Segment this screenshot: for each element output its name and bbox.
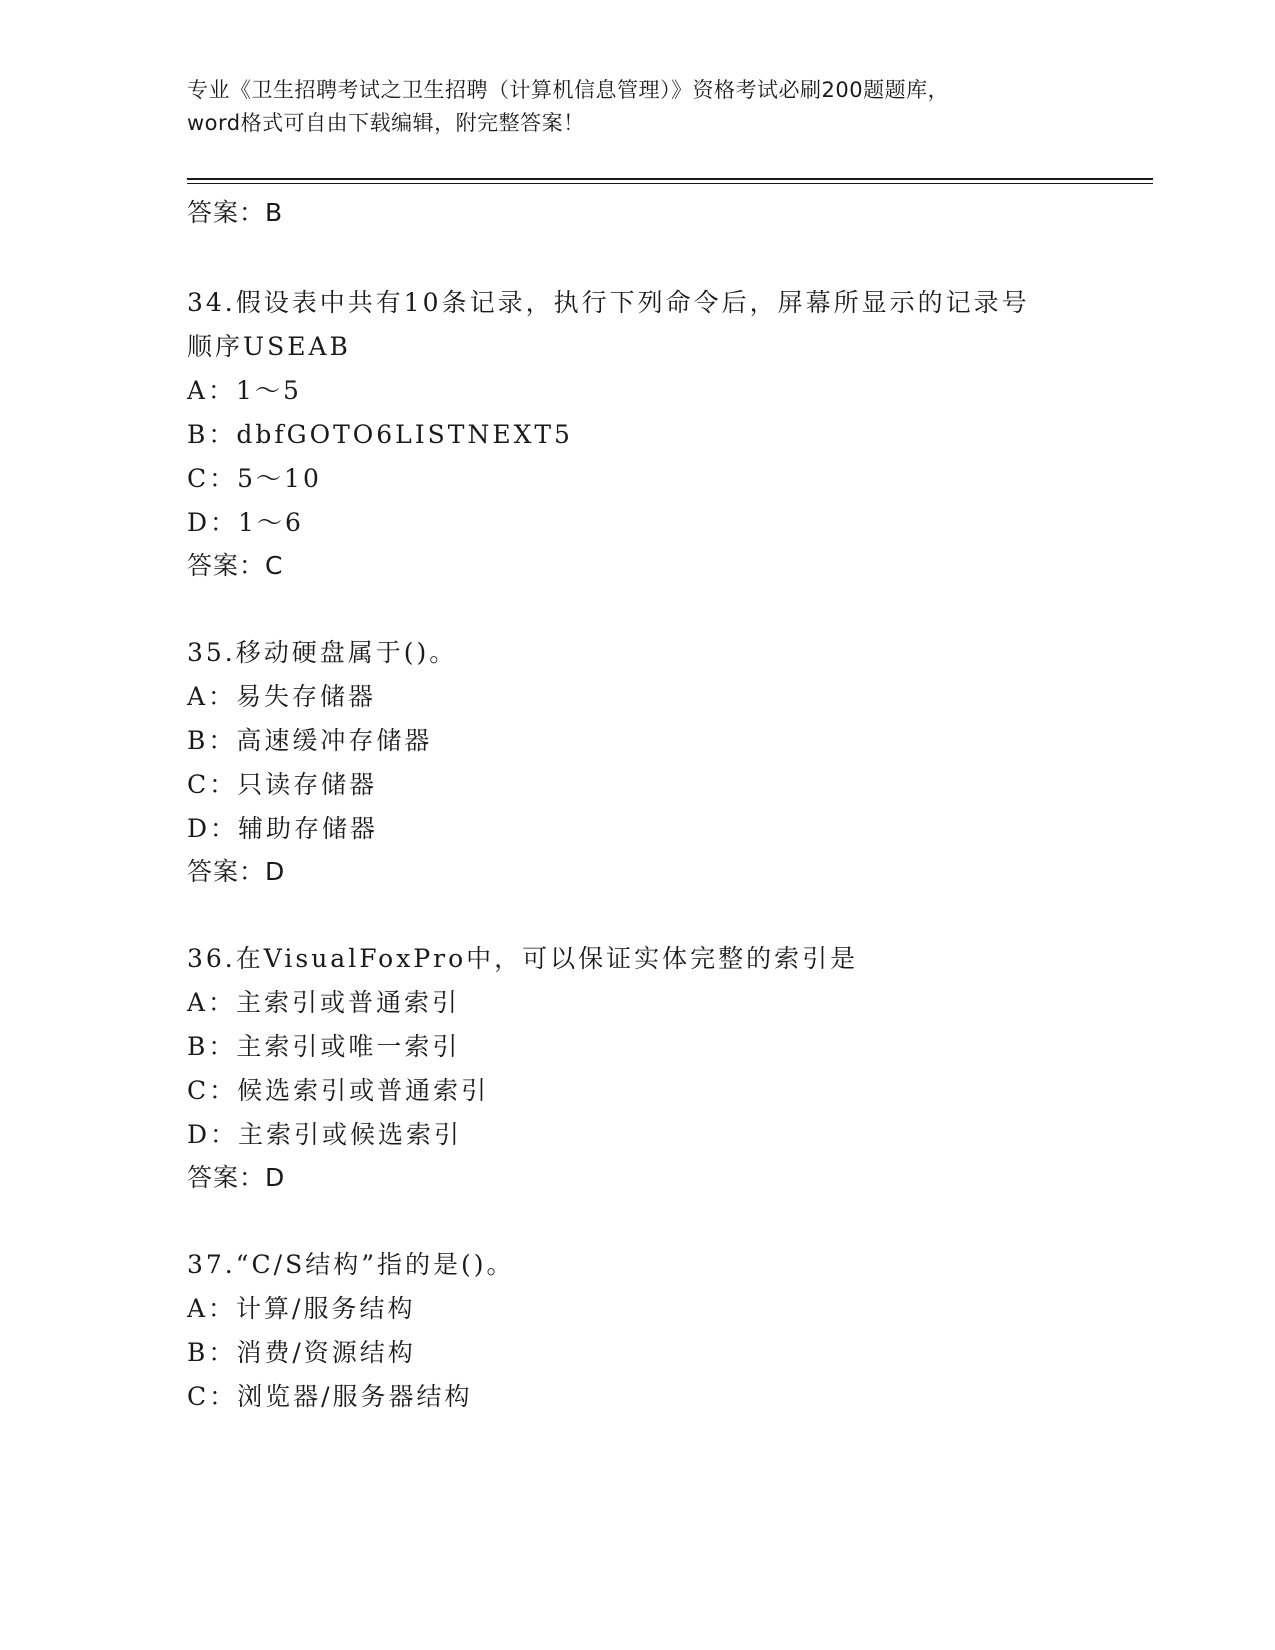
question-35-text: 35.移动硬盘属于()。	[187, 638, 458, 667]
header-line-1: 专业《卫生招聘考试之卫生招聘（计算机信息管理）》资格考试必刷200题题库，	[187, 78, 950, 102]
question-36-option-b: B：主索引或唯一索引	[187, 1032, 461, 1061]
question-34-option-c: C：5～10	[187, 464, 322, 493]
question-35-answer: 答案：D	[187, 857, 286, 886]
prev-answer: 答案：B	[187, 198, 284, 227]
question-35-option-b: B：高速缓冲存储器	[187, 726, 433, 755]
page-header	[187, 74, 1087, 140]
question-34-answer: 答案：C	[187, 551, 284, 580]
question-36-option-c: C：候选索引或普通索引	[187, 1076, 490, 1105]
question-35-option-c: C：只读存储器	[187, 770, 378, 799]
question-34-option-a: A：1～5	[187, 376, 302, 405]
question-34-option-b: B：dbfGOTO6LISTNEXT5	[187, 420, 573, 449]
question-34-text-cont: 顺序USEAB	[187, 332, 351, 361]
question-34-option-d: D：1～6	[187, 508, 304, 537]
question-36-text: 36.在VisualFoxPro中，可以保证实体完整的索引是	[187, 944, 859, 973]
question-36-answer: 答案：D	[187, 1163, 286, 1192]
question-36-option-d: D：主索引或候选索引	[187, 1120, 463, 1149]
question-37-option-b: B：消费/资源结构	[187, 1338, 416, 1367]
question-37-option-c: C：浏览器/服务器结构	[187, 1382, 473, 1411]
question-37-text: 37.“C/S结构”指的是()。	[187, 1250, 515, 1279]
question-35-option-d: D：辅助存储器	[187, 814, 379, 843]
header-line-2: word格式可自由下载编辑，附完整答案！	[187, 111, 585, 135]
header-rule-thin	[187, 183, 1153, 184]
header-rule	[187, 178, 1153, 180]
question-34-text: 34.假设表中共有10条记录，执行下列命令后，屏幕所显示的记录号	[187, 288, 1030, 317]
question-36-option-a: A：主索引或普通索引	[187, 988, 461, 1017]
question-37-option-a: A：计算/服务结构	[187, 1294, 416, 1323]
question-35-option-a: A：易失存储器	[187, 682, 377, 711]
